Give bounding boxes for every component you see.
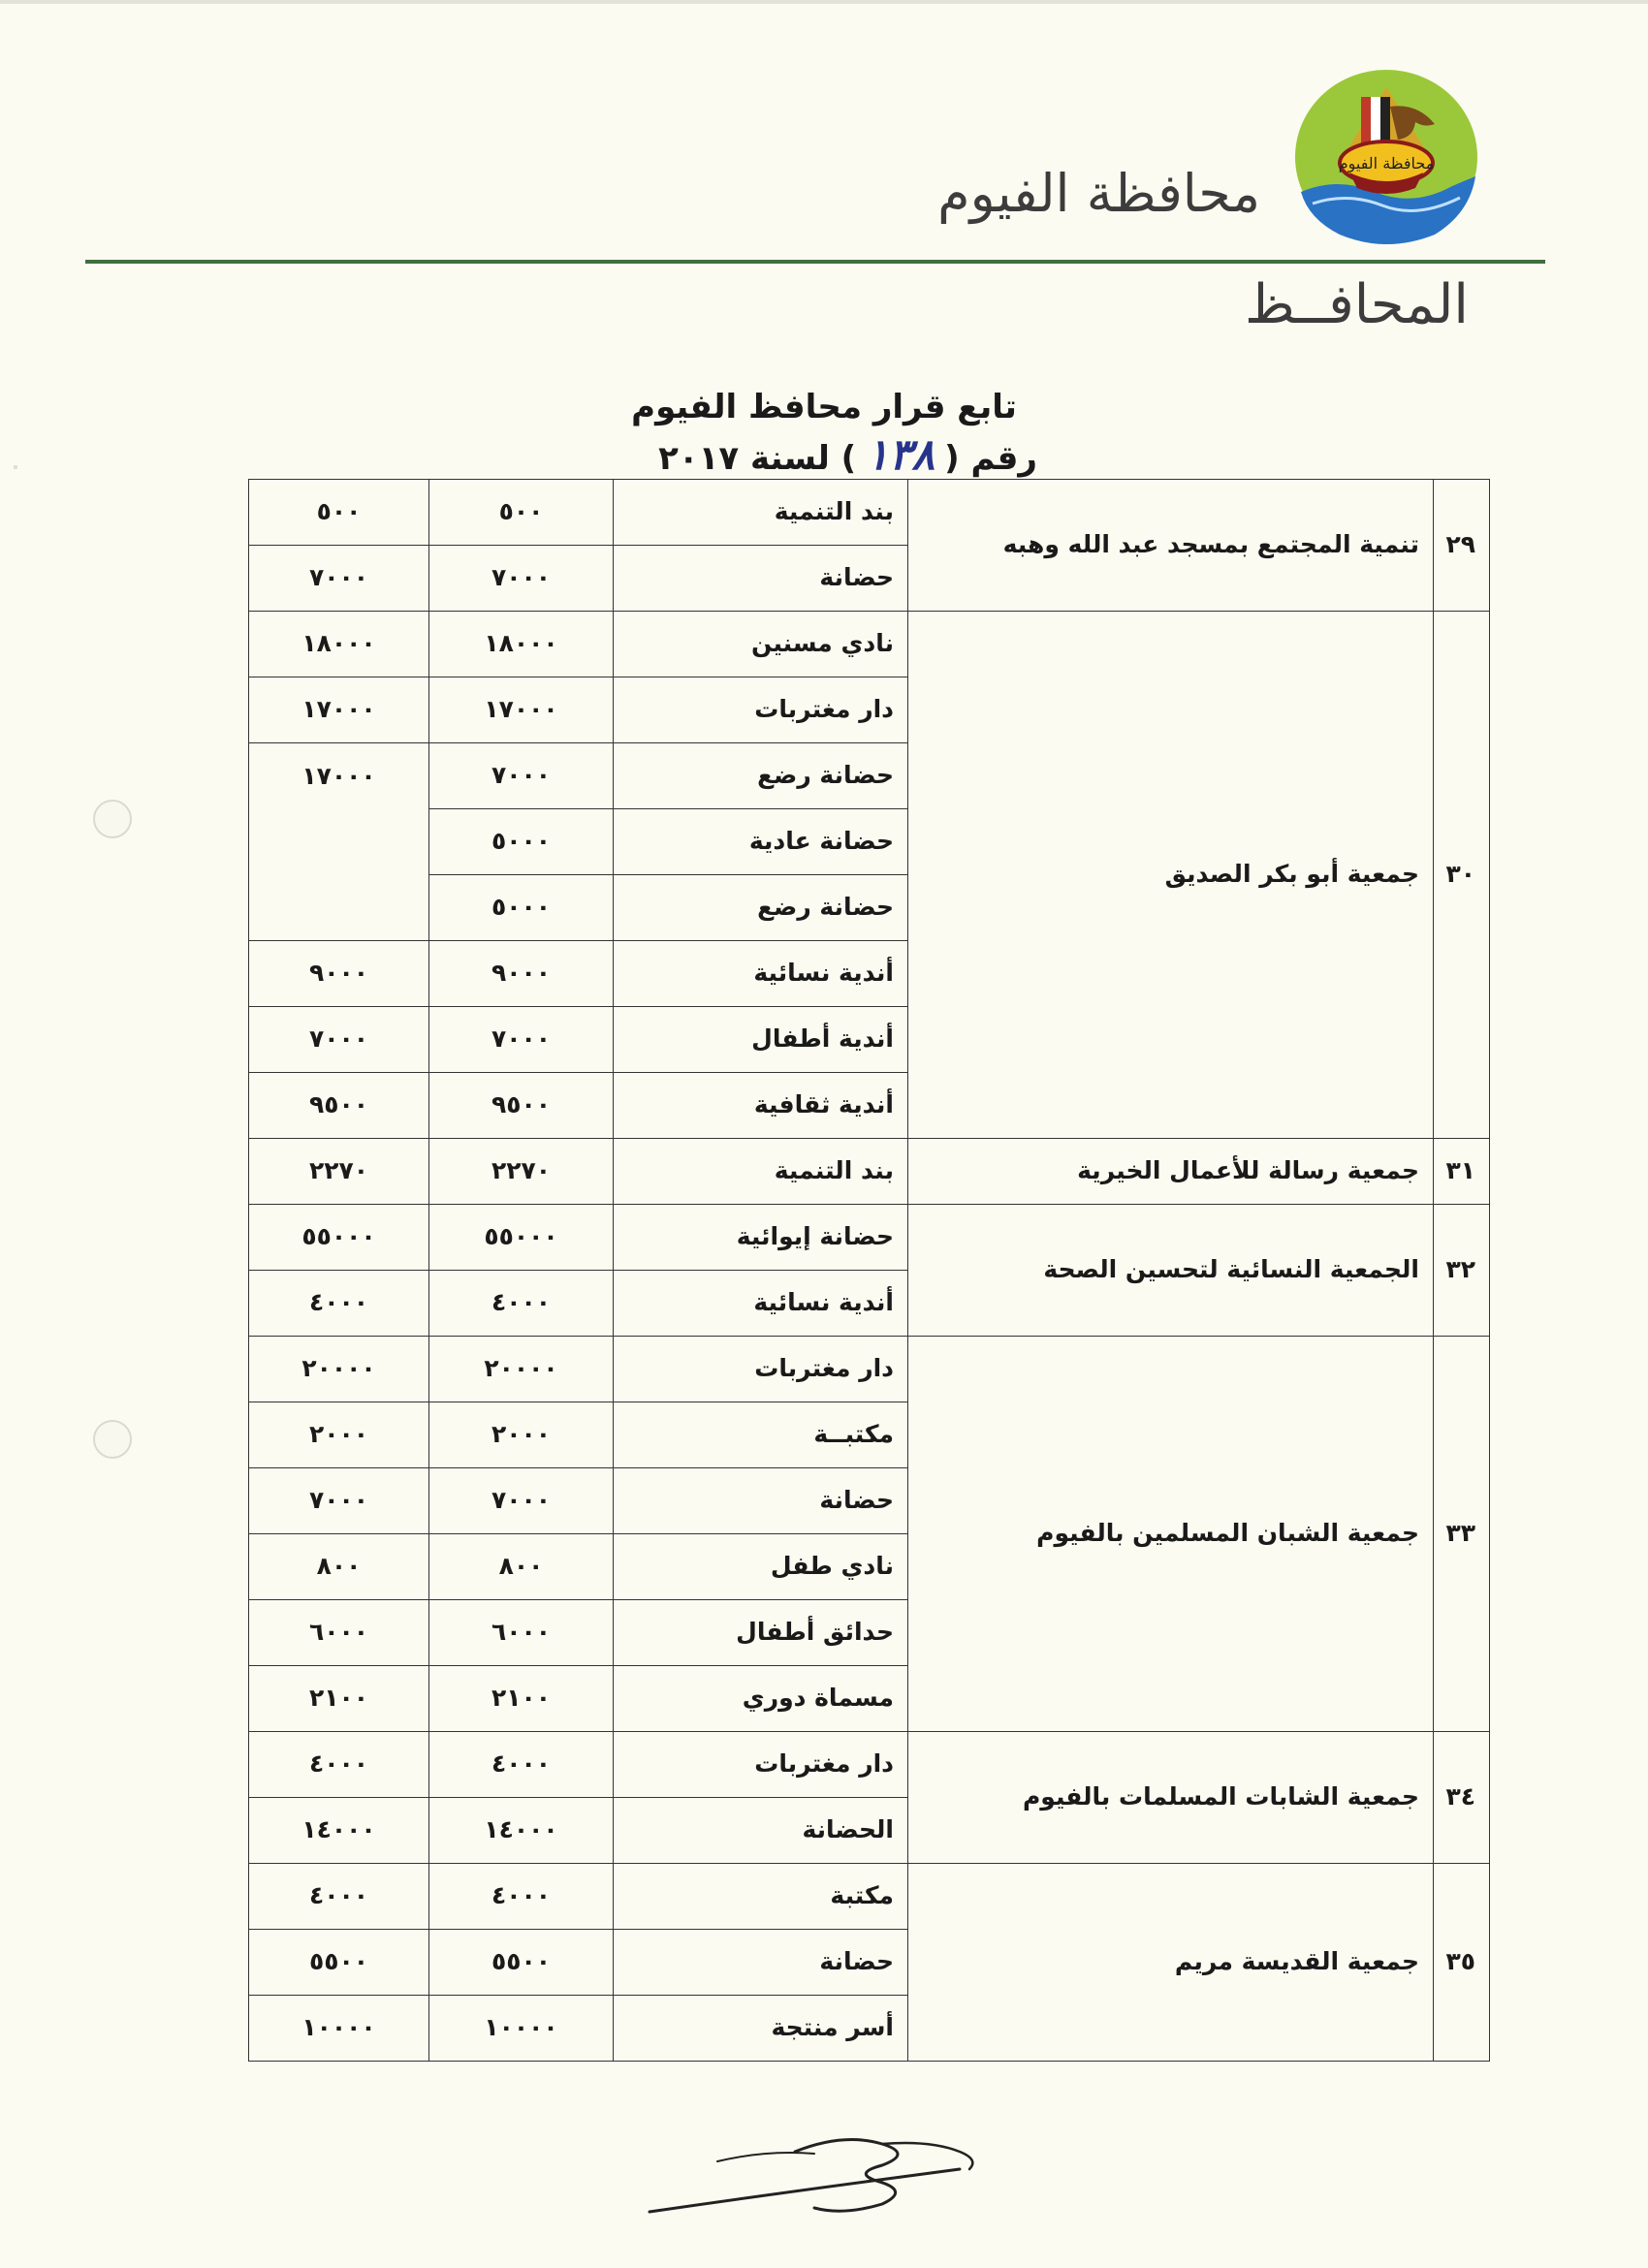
item-total: ٥٥٠٠ [249,1930,429,1996]
item-amount: ٢٠٠٠ [429,1402,614,1468]
item-name: أندية نسائية [614,941,908,1007]
item-amount: ١٨٠٠٠ [429,612,614,677]
item-amount: ٤٠٠٠ [429,1864,614,1930]
decision-number-line [658,430,1037,480]
item-amount: ٥٥٠٠ [429,1930,614,1996]
item-amount: ٤٠٠٠ [429,1732,614,1798]
governorate-logo-icon [1289,68,1483,252]
organization-name: الجمعية النسائية لتحسين الصحة [908,1205,1434,1337]
item-name: دار مغتربات [614,677,908,743]
item-name: حضانة [614,546,908,612]
table-row [249,612,1490,677]
row-number: ٣٤ [1434,1732,1490,1864]
item-total: ٩٥٠٠ [249,1073,429,1139]
item-total: ٨٠٠ [249,1534,429,1600]
item-amount: ٩٥٠٠ [429,1073,614,1139]
item-amount: ٢٢٧٠ [429,1139,614,1205]
item-name: حضانة رضع [614,875,908,941]
item-name: حضانة إيوائية [614,1205,908,1271]
item-amount: ٩٠٠٠ [429,941,614,1007]
organization-name: جمعية القديسة مريم [908,1864,1434,2062]
item-total: ٢١٠٠ [249,1666,429,1732]
item-amount: ٧٠٠٠ [429,743,614,809]
organization-name: جمعية الشابات المسلمات بالفيوم [908,1732,1434,1864]
item-total: ٩٠٠٠ [249,941,429,1007]
organization-name: جمعية رسالة للأعمال الخيرية [908,1139,1434,1205]
item-amount: ٥٠٠٠ [429,809,614,875]
item-amount: ٨٠٠ [429,1534,614,1600]
item-name: نادي مسنين [614,612,908,677]
item-name: مكتبــة [614,1402,908,1468]
item-name: الحضانة [614,1798,908,1864]
item-name: دار مغتربات [614,1337,908,1402]
organization-name: تنمية المجتمع بمسجد عبد الله وهبه [908,480,1434,612]
decision-number-handwritten: ١٣٨ [866,430,935,480]
item-name: دار مغتربات [614,1732,908,1798]
item-amount: ٢٠٠٠٠ [429,1337,614,1402]
item-total: ٤٠٠٠ [249,1271,429,1337]
item-name: حضانة رضع [614,743,908,809]
item-name: حضانة عادية [614,809,908,875]
item-name: أندية أطفال [614,1007,908,1073]
signature-icon [640,2123,1066,2229]
punch-hole-top [93,800,132,838]
item-total: ٤٠٠٠ [249,1732,429,1798]
decision-number-prefix: رقم ( [944,439,1037,478]
table-row [249,1864,1490,1930]
row-number: ٢٩ [1434,480,1490,612]
organization-name: جمعية الشبان المسلمين بالفيوم [908,1337,1434,1732]
item-total: ١٧٠٠٠ [249,677,429,743]
item-amount: ٦٠٠٠ [429,1600,614,1666]
item-amount: ١٠٠٠٠ [429,1996,614,2062]
table-row [249,1205,1490,1271]
item-amount: ٧٠٠٠ [429,546,614,612]
item-total: ٧٠٠٠ [249,1007,429,1073]
punch-hole-bottom [93,1420,132,1459]
header-divider [85,260,1545,264]
item-total: ٢٠٠٠ [249,1402,429,1468]
governor-title: المحافــظ [1245,273,1469,336]
item-total: ١٠٠٠٠ [249,1996,429,2062]
item-amount: ٥٠٠٠ [429,875,614,941]
page-top-edge [0,0,1648,4]
row-number: ٣١ [1434,1139,1490,1205]
item-total: ٧٠٠٠ [249,546,429,612]
item-total: ٢٠٠٠٠ [249,1337,429,1402]
item-name: بند التنمية [614,1139,908,1205]
item-name: أسر منتجة [614,1996,908,2062]
table-row [249,480,1490,546]
governorate-name: محافظة الفيوم [937,163,1260,224]
item-total: ٥٠٠ [249,480,429,546]
decision-title: تابع قرار محافظ الفيوم [631,388,1017,426]
organization-name: جمعية أبو بكر الصديق [908,612,1434,1139]
decision-year: ) لسنة ٢٠١٧ [658,439,857,478]
svg-text:محافظة الفيوم: محافظة الفيوم [1338,154,1435,173]
table-row [249,1337,1490,1402]
item-total: ٢٢٧٠ [249,1139,429,1205]
item-amount: ١٧٠٠٠ [429,677,614,743]
item-name: مسماة دوري [614,1666,908,1732]
row-number: ٣٢ [1434,1205,1490,1337]
item-amount: ٢١٠٠ [429,1666,614,1732]
table-row [249,1139,1490,1205]
item-name: حدائق أطفال [614,1600,908,1666]
scan-mark [14,465,17,469]
table-row [249,1732,1490,1798]
item-amount: ٧٠٠٠ [429,1468,614,1534]
item-name: نادي طفل [614,1534,908,1600]
item-name: أندية نسائية [614,1271,908,1337]
allocations-table [248,479,1490,2062]
item-name: بند التنمية [614,480,908,546]
item-name: حضانة [614,1468,908,1534]
row-number: ٣٣ [1434,1337,1490,1732]
item-total: ١٤٠٠٠ [249,1798,429,1864]
row-number: ٣٥ [1434,1864,1490,2062]
item-total: ١٧٠٠٠ [249,743,429,941]
item-total: ٧٠٠٠ [249,1468,429,1534]
item-total: ٥٥٠٠٠ [249,1205,429,1271]
item-total: ٦٠٠٠ [249,1600,429,1666]
item-total: ١٨٠٠٠ [249,612,429,677]
item-amount: ٥٠٠ [429,480,614,546]
item-amount: ٤٠٠٠ [429,1271,614,1337]
item-name: مكتبة [614,1864,908,1930]
item-amount: ٧٠٠٠ [429,1007,614,1073]
item-amount: ١٤٠٠٠ [429,1798,614,1864]
item-name: أندية ثقافية [614,1073,908,1139]
item-name: حضانة [614,1930,908,1996]
item-total: ٤٠٠٠ [249,1864,429,1930]
item-amount: ٥٥٠٠٠ [429,1205,614,1271]
row-number: ٣٠ [1434,612,1490,1139]
